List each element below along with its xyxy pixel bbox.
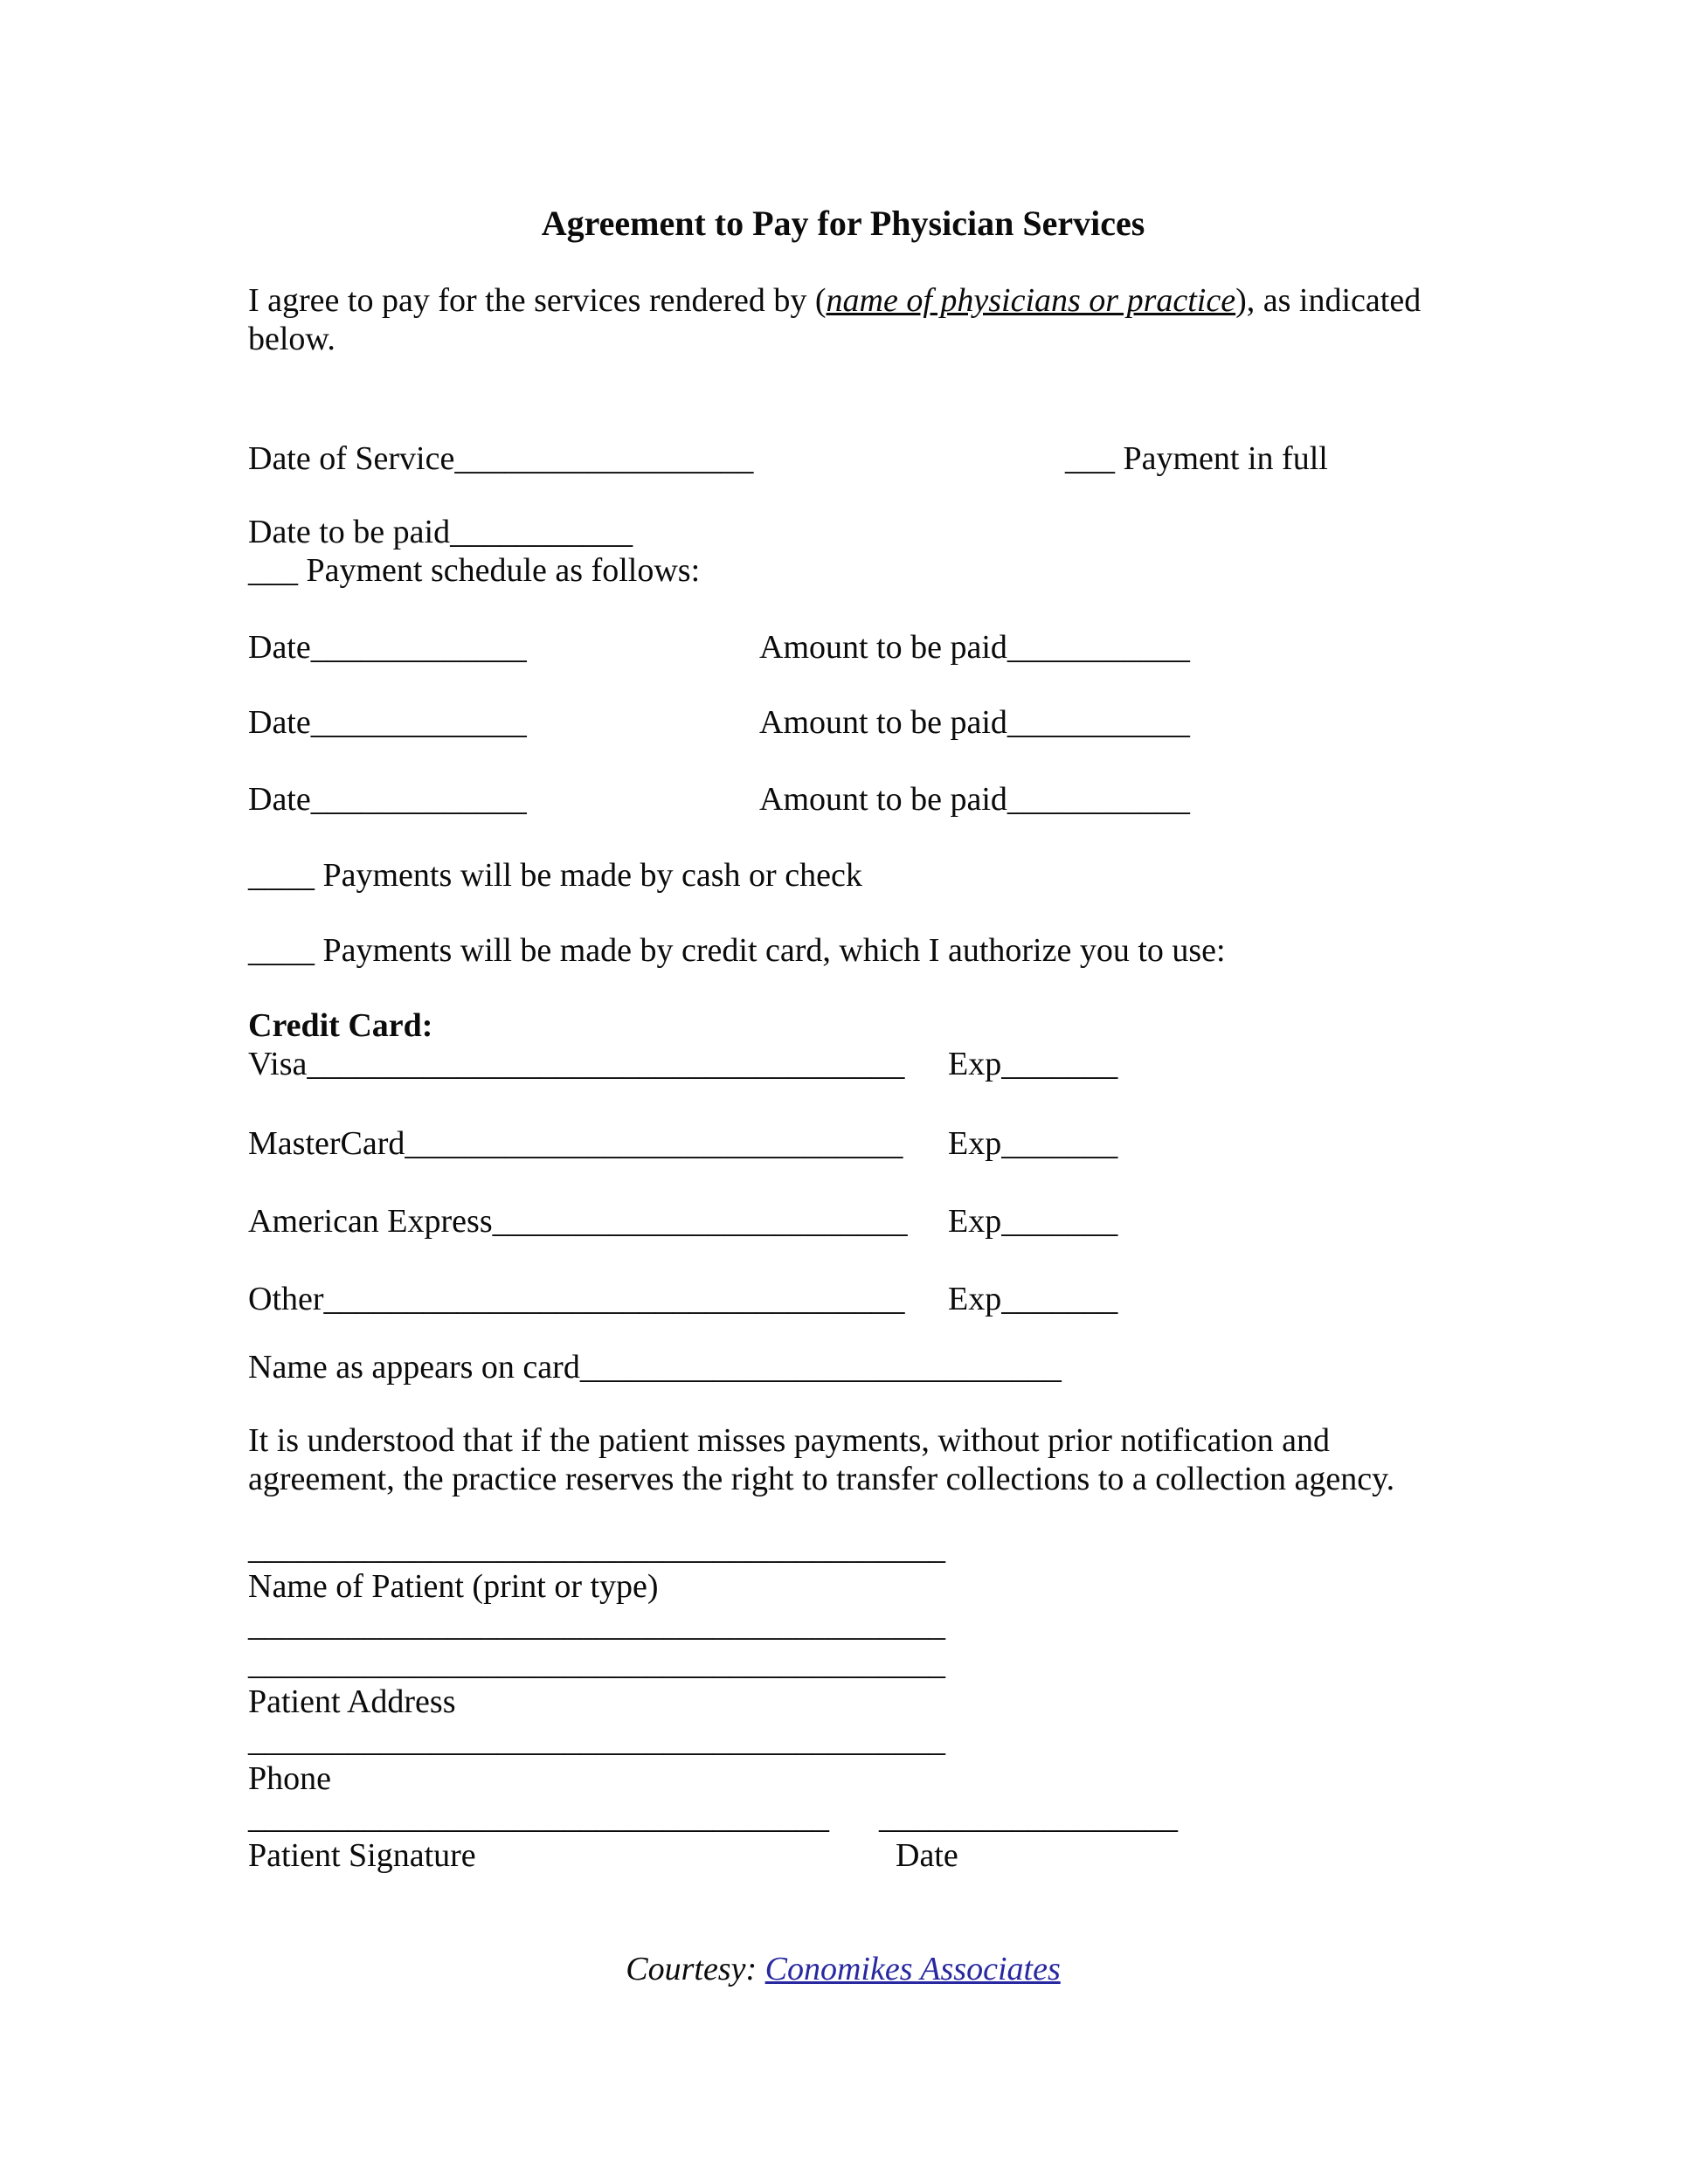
- schedule-row: [248, 703, 1438, 742]
- schedule-amount-label: Amount to be paid: [759, 781, 1007, 818]
- exp-label: Exp: [948, 1046, 1002, 1082]
- courtesy-label: Courtesy:: [626, 1951, 765, 1987]
- schedule-amount: [759, 703, 1190, 742]
- schedule-amount-label: Amount to be paid: [759, 629, 1007, 666]
- signature-date-label: Date: [896, 1837, 958, 1874]
- date-to-be-paid-block: [248, 513, 1438, 590]
- card-row-mastercard: [248, 1124, 1438, 1163]
- credit-card-blank[interactable]: ____: [248, 932, 315, 969]
- patient-address-label: Patient Address: [248, 1683, 456, 1720]
- exp-blank[interactable]: _______: [1001, 1203, 1118, 1240]
- cash-check-blank[interactable]: ____: [248, 857, 315, 894]
- exp-blank[interactable]: _______: [1001, 1125, 1118, 1162]
- name-on-card-row: [248, 1348, 1438, 1386]
- credit-card-option: [248, 931, 1438, 970]
- intro-text-line2: below.: [248, 321, 336, 357]
- schedule-date-blank[interactable]: _____________: [310, 629, 527, 666]
- schedule-amount-label: Amount to be paid: [759, 704, 1007, 741]
- name-on-card-blank[interactable]: _____________________________: [579, 1349, 1062, 1386]
- schedule-date-label: Date: [248, 704, 311, 741]
- card-exp: [948, 1124, 1117, 1163]
- date-of-service-label: Date of Service: [248, 440, 455, 477]
- exp-blank[interactable]: _______: [1001, 1046, 1118, 1082]
- card-exp: [948, 1202, 1117, 1241]
- patient-name-blank[interactable]: __________________________________________: [248, 1530, 945, 1566]
- signature-block: [248, 1529, 1438, 1875]
- card-number-blank[interactable]: ___________________________________: [323, 1281, 905, 1317]
- card-type-label: Other: [248, 1281, 324, 1317]
- phone-blank[interactable]: __________________________________________: [248, 1722, 945, 1759]
- exp-label: Exp: [948, 1125, 1002, 1162]
- schedule-row: [248, 780, 1438, 819]
- collections-notice-line1: It is understood that if the patient misses payments, without prior notification and: [248, 1422, 1330, 1459]
- card-row-amex: [248, 1202, 1438, 1241]
- courtesy-line: [248, 1950, 1438, 1988]
- card-number-blank[interactable]: ____________________________________: [307, 1046, 905, 1082]
- intro-text-cont: ), as indicated: [1235, 282, 1422, 319]
- intro-text: I agree to pay for the services rendered by (: [248, 282, 827, 319]
- card-type-label: Visa: [248, 1046, 308, 1082]
- cash-check-label: Payments will be made by cash or check: [315, 857, 862, 894]
- payment-in-full-blank[interactable]: ___: [1065, 440, 1115, 477]
- patient-signature-label: Patient Signature: [248, 1837, 476, 1874]
- schedule-amount-blank[interactable]: ___________: [1007, 781, 1190, 818]
- phone-label: Phone: [248, 1760, 331, 1797]
- name-on-card-label: Name as appears on card: [248, 1349, 580, 1386]
- payment-schedule-option: [248, 551, 1438, 590]
- schedule-amount: [759, 780, 1190, 819]
- card-type-label: American Express: [248, 1203, 493, 1240]
- collections-notice: [248, 1421, 1438, 1498]
- signature-label-row: [248, 1836, 1438, 1875]
- exp-label: Exp: [948, 1281, 1002, 1317]
- schedule-date-blank[interactable]: _____________: [310, 781, 527, 818]
- date-to-be-paid-row: [248, 513, 1438, 551]
- card-number-blank[interactable]: _________________________: [492, 1203, 908, 1240]
- payment-schedule-blank[interactable]: ___: [248, 552, 298, 589]
- date-to-be-paid-label: Date to be paid: [248, 514, 451, 550]
- schedule-date-blank[interactable]: _____________: [310, 704, 527, 741]
- schedule-date-label: Date: [248, 629, 311, 666]
- intro-paragraph: [248, 281, 1438, 358]
- card-row-other: [248, 1280, 1438, 1318]
- signature-date-blank[interactable]: __________________: [879, 1799, 1178, 1835]
- card-exp: [948, 1045, 1117, 1083]
- patient-address-blank-2[interactable]: __________________________________________: [248, 1645, 945, 1682]
- form-title: Agreement to Pay for Physician Services: [541, 204, 1145, 243]
- patient-signature-blank[interactable]: ___________________________________: [248, 1799, 829, 1835]
- exp-label: Exp: [948, 1203, 1002, 1240]
- schedule-row: [248, 628, 1438, 667]
- card-row-visa: [248, 1045, 1438, 1083]
- date-of-service-row: [248, 439, 1438, 478]
- schedule-amount-blank[interactable]: ___________: [1007, 629, 1190, 666]
- schedule-amount-blank[interactable]: ___________: [1007, 704, 1190, 741]
- conomikes-link[interactable]: Conomikes Associates: [764, 1951, 1061, 1987]
- credit-card-label: Payments will be made by credit card, which I authorize you to use:: [315, 932, 1226, 969]
- date-of-service-blank[interactable]: __________________: [454, 440, 754, 477]
- patient-name-label: Name of Patient (print or type): [248, 1568, 659, 1605]
- schedule-date-label: Date: [248, 781, 311, 818]
- payment-schedule-label: Payment schedule as follows:: [298, 552, 701, 589]
- payment-in-full-label: Payment in full: [1115, 440, 1328, 477]
- card-exp: [948, 1280, 1117, 1318]
- practice-name-placeholder: name of physicians or practice: [826, 282, 1236, 319]
- patient-address-blank-1[interactable]: __________________________________________: [248, 1607, 945, 1643]
- signature-line-row: [248, 1798, 1438, 1836]
- cash-check-option: [248, 856, 1438, 895]
- date-to-be-paid-blank[interactable]: ___________: [450, 514, 633, 550]
- card-type-label: MasterCard: [248, 1125, 405, 1162]
- credit-card-block: [248, 1006, 1438, 1083]
- exp-blank[interactable]: _______: [1001, 1281, 1118, 1317]
- payment-in-full-option: [1065, 439, 1328, 478]
- collections-notice-line2: agreement, the practice reserves the right to transfer collections to a collection agency.: [248, 1461, 1395, 1497]
- card-number-blank[interactable]: ______________________________: [405, 1125, 903, 1162]
- credit-card-heading: Credit Card:: [248, 1007, 433, 1044]
- schedule-amount: [759, 628, 1190, 667]
